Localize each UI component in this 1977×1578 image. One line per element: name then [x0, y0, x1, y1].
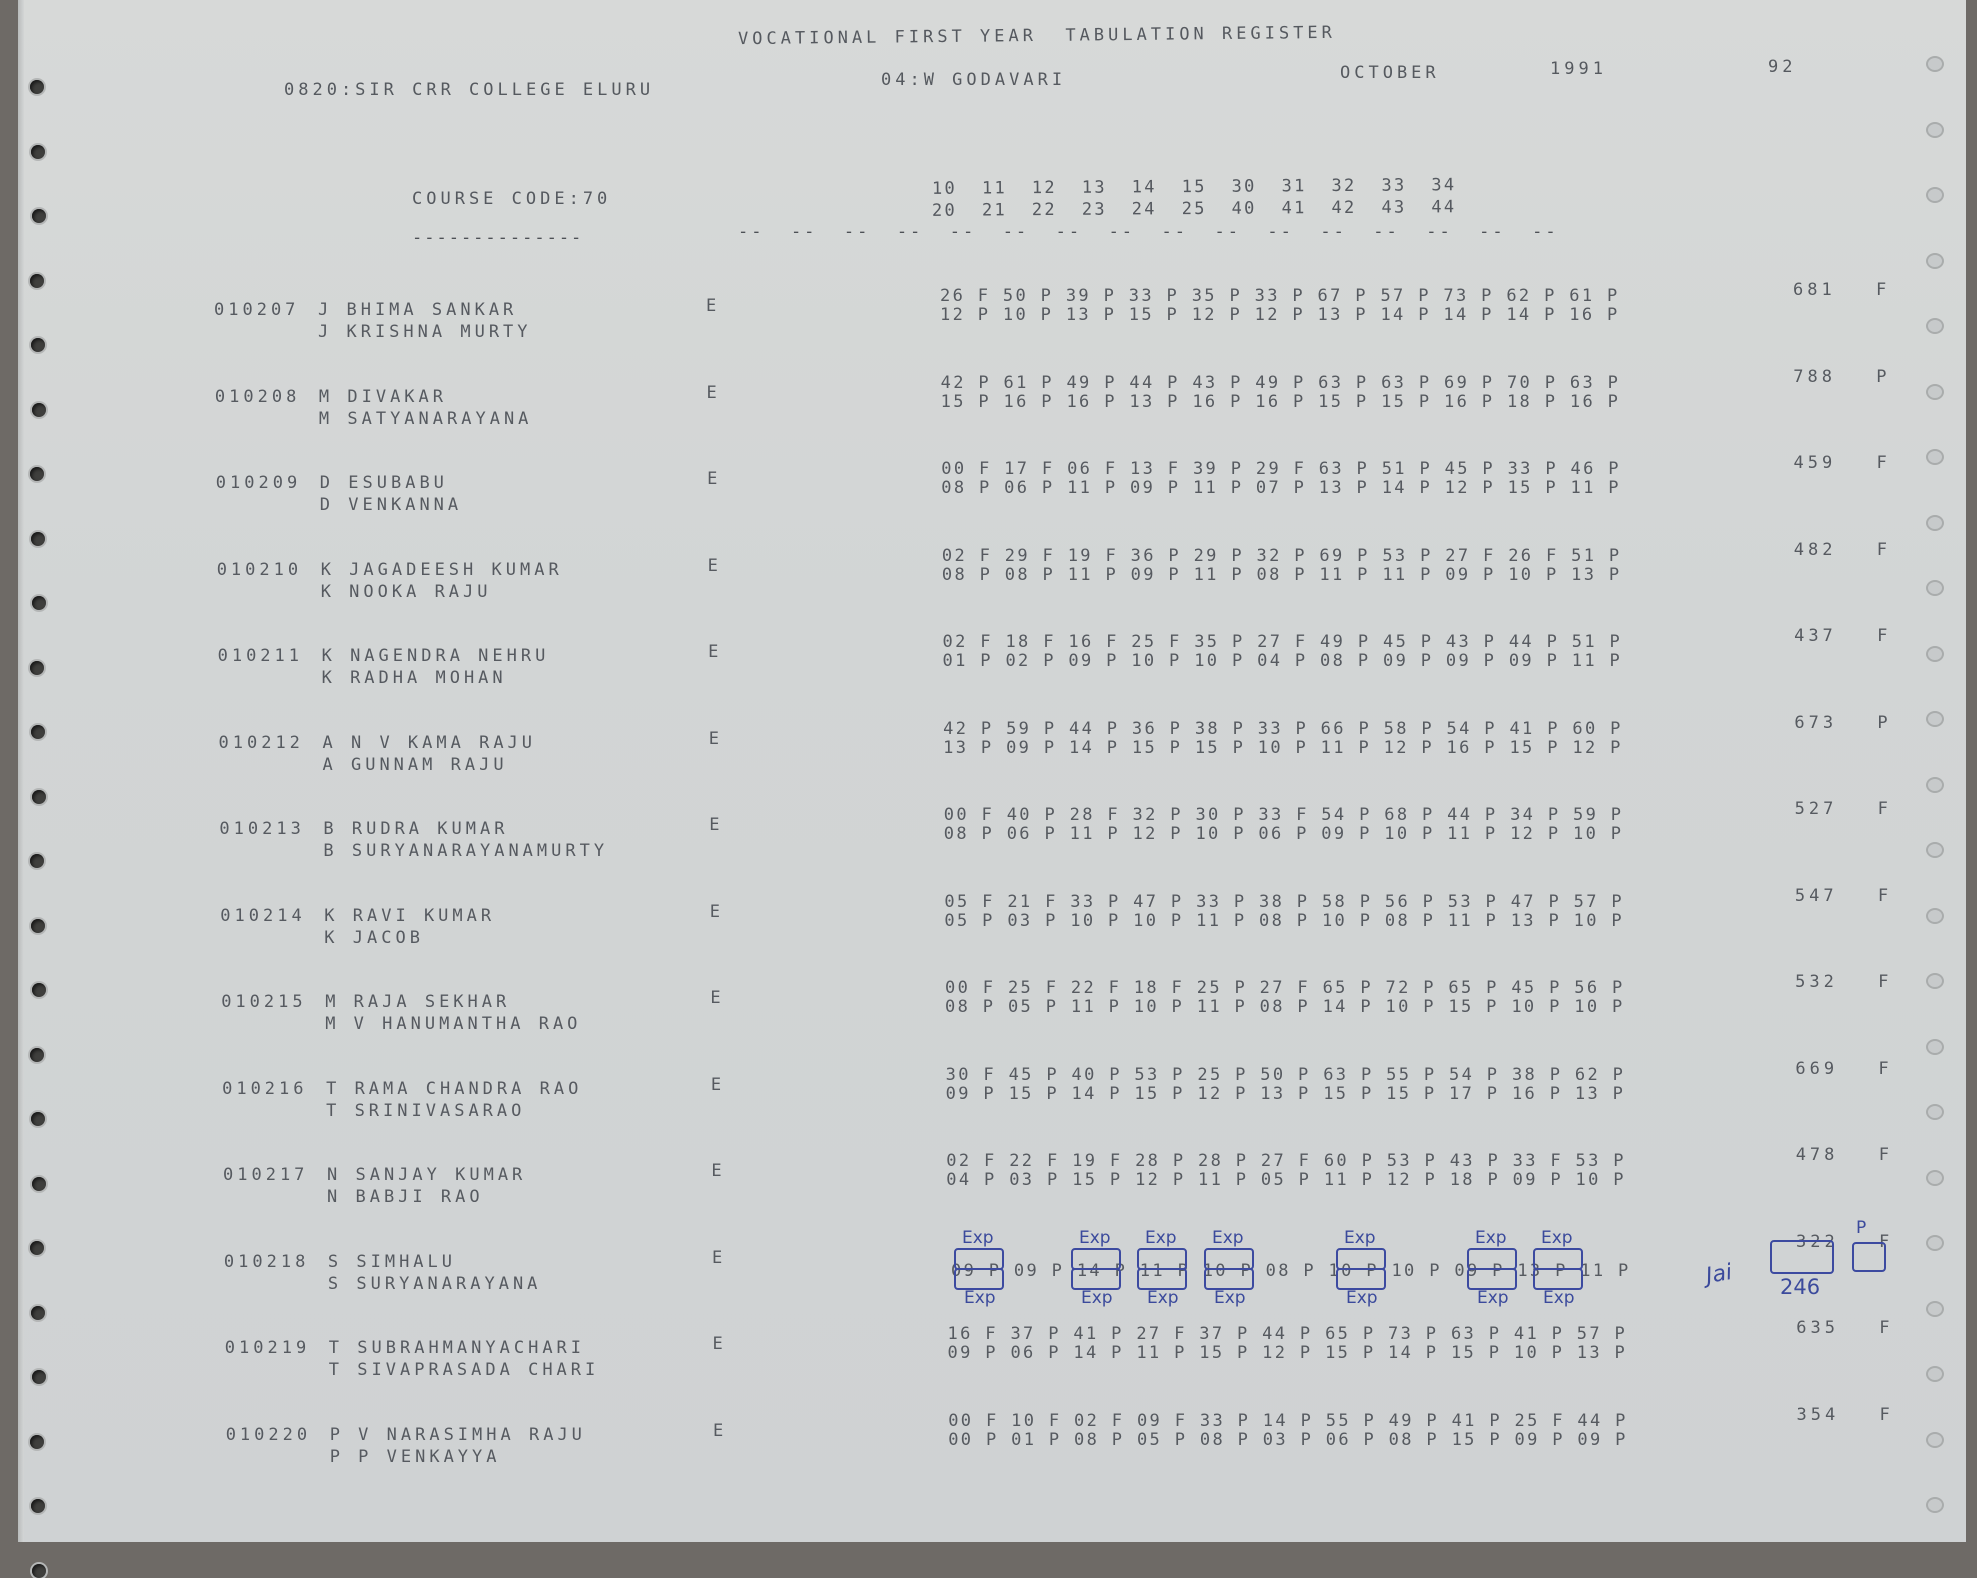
- feed-hole-right: [1926, 1366, 1944, 1382]
- hall-ticket-number: 010213: [219, 819, 305, 839]
- handwritten-exp-top: Exp: [1475, 1228, 1507, 1248]
- handwritten-exp-top: Exp: [1212, 1228, 1244, 1248]
- feed-hole-left: [31, 1499, 45, 1513]
- result: F: [1877, 885, 1893, 906]
- medium-code: E: [711, 1161, 726, 1181]
- medium-code: E: [712, 1334, 727, 1354]
- register-title: VOCATIONAL FIRST YEAR TABULATION REGISTER: [737, 22, 1336, 50]
- handwritten-box-total: [1770, 1240, 1834, 1274]
- handwritten-internal-box: [1071, 1268, 1121, 1290]
- handwritten-internal-box: [1336, 1268, 1386, 1290]
- hall-ticket-number: 010212: [218, 732, 304, 753]
- marks-line-2: 05 P 03 P 10 P 10 P 11 P 08 P 10 P 08 P 11 P 13 P 10 P: [944, 910, 1624, 931]
- total-marks: 459: [1793, 453, 1837, 473]
- hall-ticket-number: 010211: [217, 646, 304, 666]
- page-number: 92: [1768, 57, 1797, 77]
- father-name: D VENKANNA: [319, 495, 463, 515]
- feed-hole-left: [30, 467, 44, 481]
- feed-hole-right: [1926, 1497, 1944, 1513]
- handwritten-exp-bottom: Exp: [1346, 1288, 1378, 1308]
- father-name: K RADHA MOHAN: [321, 668, 507, 688]
- result: P: [1876, 366, 1891, 387]
- result: F: [1879, 1318, 1894, 1338]
- handwritten-absent-box: [1204, 1248, 1254, 1270]
- tabulation-register-sheet: [18, 0, 1966, 1542]
- marks-line-1: 26 F 50 P 39 P 33 P 35 P 33 P 67 P 57 P 73 P 62 P 61 P: [940, 286, 1620, 306]
- student-name: M RAJA SEKHAR: [325, 992, 511, 1012]
- feed-hole-left: [30, 661, 44, 675]
- feed-hole-right: [1926, 1170, 1944, 1186]
- father-name: M V HANUMANTHA RAO: [325, 1014, 582, 1034]
- marks-line-2: 09 P 09 P 14 P 11 P 10 P 08 P 10 P 10 P 09 P 13 P 11 P: [951, 1260, 1631, 1281]
- handwritten-exp-top: Exp: [962, 1228, 994, 1248]
- total-marks: 547: [1794, 885, 1838, 906]
- father-name: M SATYANARAYANA: [318, 408, 533, 429]
- feed-hole-right: [1926, 1235, 1944, 1251]
- handwritten-absent-box: [1467, 1248, 1517, 1270]
- feed-hole-right: [1926, 842, 1944, 858]
- student-name: T SUBRAHMANYACHARI: [328, 1338, 586, 1358]
- feed-hole-left: [32, 596, 46, 610]
- handwritten-exp-bottom: Exp: [1214, 1288, 1246, 1308]
- marks-line-1: 42 P 61 P 49 P 44 P 43 P 49 P 63 P 63 P 69 P 70 P 63 P: [940, 372, 1621, 393]
- father-name: T SIVAPRASADA CHARI: [328, 1360, 600, 1380]
- handwritten-exp-bottom: Exp: [1543, 1288, 1575, 1308]
- handwritten-internal-box: [954, 1268, 1004, 1290]
- feed-hole-left: [31, 338, 45, 352]
- handwritten-exp-top: Exp: [1344, 1228, 1376, 1248]
- handwritten-absent-box: [954, 1248, 1004, 1270]
- feed-hole-right: [1926, 646, 1944, 662]
- medium-code: E: [706, 382, 721, 403]
- feed-hole-right: [1926, 1104, 1944, 1120]
- handwritten-exp-top: Exp: [1541, 1228, 1573, 1248]
- student-name: S SIMHALU: [327, 1251, 457, 1272]
- result: F: [1878, 972, 1893, 992]
- feed-hole-right: [1926, 711, 1944, 727]
- column-header-dashes: -- -- -- -- -- -- -- -- -- -- -- -- -- -- -- --: [738, 222, 1559, 242]
- total-marks: 635: [1796, 1318, 1839, 1338]
- father-name: A GUNNAM RAJU: [322, 754, 508, 775]
- result: F: [1876, 453, 1891, 473]
- marks-line-2: 13 P 09 P 14 P 15 P 15 P 10 P 11 P 12 P 16 P 15 P 12 P: [943, 737, 1623, 758]
- marks-line-1: 00 F 40 P 28 F 32 P 30 P 33 F 54 P 68 P 44 P 34 P 59 P: [943, 805, 1624, 825]
- feed-hole-right: [1926, 187, 1944, 203]
- feed-hole-right: [1926, 122, 1944, 138]
- marks-line-1: 02 F 29 F 19 F 36 P 29 P 32 P 69 P 53 P 27 F 26 F 51 P: [941, 545, 1622, 566]
- feed-hole-right: [1926, 384, 1944, 400]
- feed-hole-left: [32, 790, 46, 804]
- feed-hole-left: [31, 145, 45, 159]
- course-code: COURSE CODE:70: [412, 189, 612, 209]
- district-label: 04:W GODAVARI: [881, 70, 1067, 90]
- handwritten-absent-box: [1533, 1248, 1583, 1270]
- medium-code: E: [708, 728, 723, 749]
- student-name: T RAMA CHANDRA RAO: [326, 1078, 583, 1099]
- medium-code: E: [710, 1074, 726, 1095]
- result: F: [1877, 799, 1892, 819]
- feed-hole-right: [1926, 318, 1944, 334]
- handwritten-box-result: [1852, 1242, 1886, 1272]
- total-marks: 788: [1793, 366, 1836, 387]
- father-name: N BABJI RAO: [327, 1187, 484, 1207]
- feed-hole-right: [1926, 580, 1944, 596]
- feed-hole-right: [1926, 1039, 1944, 1055]
- hall-ticket-number: 010215: [221, 992, 307, 1012]
- student-name: M DIVAKAR: [318, 386, 448, 407]
- father-name: K NOOKA RAJU: [320, 581, 492, 602]
- medium-code: E: [707, 469, 722, 489]
- feed-hole-left: [30, 1048, 44, 1062]
- marks-line-1: 42 P 59 P 44 P 36 P 38 P 33 P 66 P 58 P 54 P 41 P 60 P: [943, 718, 1623, 739]
- feed-hole-left: [32, 1177, 46, 1191]
- feed-hole-left: [30, 854, 44, 868]
- medium-code: E: [708, 642, 723, 662]
- feed-hole-right: [1926, 908, 1944, 924]
- feed-hole-left: [32, 209, 46, 223]
- feed-hole-left: [31, 725, 45, 739]
- student-name: D ESUBABU: [319, 473, 448, 493]
- marks-line-2: 08 P 08 P 11 P 09 P 11 P 08 P 11 P 11 P 09 P 10 P 13 P: [941, 564, 1622, 585]
- marks-line-1: 16 F 37 P 41 P 27 F 37 P 44 P 65 P 73 P 63 P 41 P 57 P: [947, 1324, 1628, 1344]
- student-name: K JAGADEESH KUMAR: [320, 559, 563, 580]
- handwritten-exp-bottom: Exp: [1081, 1288, 1113, 1308]
- feed-hole-right: [1926, 56, 1944, 72]
- college-label: 0820:SIR CRR COLLEGE ELURU: [284, 80, 655, 100]
- result: F: [1878, 1058, 1893, 1079]
- handwritten-absent-box: [1071, 1248, 1121, 1270]
- total-marks: 532: [1795, 972, 1838, 992]
- feed-hole-left: [32, 403, 46, 417]
- total-marks: 354: [1796, 1404, 1840, 1425]
- medium-code: E: [711, 1247, 727, 1268]
- result: F: [1878, 1231, 1894, 1252]
- column-header-bottom: 20 21 22 23 24 25 40 41 42 43 44: [931, 197, 1457, 221]
- student-name: N SANJAY KUMAR: [327, 1165, 527, 1185]
- hall-ticket-number: 010220: [225, 1424, 312, 1445]
- student-name: K RAVI KUMAR: [324, 905, 496, 926]
- feed-hole-left: [30, 274, 44, 288]
- student-name: K NAGENDRA NEHRU: [321, 646, 550, 666]
- handwritten-absent-box: [1336, 1248, 1386, 1270]
- hall-ticket-number: 010216: [222, 1078, 308, 1099]
- marks-line-1: 00 F 10 F 02 F 09 F 33 P 14 P 55 P 49 P 41 P 25 F 44 P: [948, 1410, 1628, 1431]
- medium-code: E: [713, 1420, 728, 1441]
- father-name: J KRISHNA MURTY: [318, 322, 532, 342]
- total-marks: 527: [1794, 799, 1838, 819]
- student-name: P V NARASIMHA RAJU: [329, 1424, 586, 1445]
- handwritten-revised-result: P: [1856, 1218, 1867, 1238]
- hall-ticket-number: 010207: [214, 300, 300, 320]
- hall-ticket-number: 010208: [214, 386, 301, 407]
- handwritten-internal-box: [1533, 1268, 1583, 1290]
- marks-line-1: 05 F 21 F 33 P 47 P 33 P 38 P 58 P 56 P 53 P 47 P 57 P: [944, 891, 1624, 912]
- total-marks: 322: [1795, 1231, 1839, 1252]
- handwritten-exp-bottom: Exp: [1147, 1288, 1179, 1308]
- medium-code: E: [709, 901, 725, 922]
- handwritten-exp-top: Exp: [1145, 1228, 1177, 1248]
- father-name: B SURYANARAYANAMURTY: [323, 841, 609, 861]
- marks-line-2: 09 P 15 P 14 P 15 P 12 P 13 P 15 P 15 P 17 P 16 P 13 P: [945, 1083, 1626, 1104]
- hall-ticket-number: 010219: [224, 1338, 311, 1358]
- feed-hole-right: [1926, 1301, 1944, 1317]
- feed-hole-left: [31, 1112, 45, 1126]
- column-header-top: 10 11 12 13 14 15 30 31 32 33 34: [931, 175, 1457, 199]
- feed-hole-right: [1926, 253, 1944, 269]
- total-marks: 478: [1795, 1145, 1839, 1165]
- father-name: P P VENKAYYA: [329, 1446, 501, 1467]
- student-name: J BHIMA SANKAR: [318, 300, 518, 320]
- handwritten-initials: Jai: [1704, 1259, 1735, 1290]
- handwritten-exp-bottom: Exp: [1477, 1288, 1509, 1308]
- result: F: [1877, 626, 1892, 646]
- medium-code: E: [709, 815, 724, 835]
- handwritten-internal-box: [1467, 1268, 1517, 1290]
- exam-year: 1991: [1550, 59, 1607, 79]
- student-name: B RUDRA KUMAR: [323, 819, 509, 839]
- total-marks: 437: [1794, 626, 1837, 646]
- hall-ticket-number: 010217: [223, 1165, 309, 1185]
- father-name: K JACOB: [324, 927, 424, 948]
- medium-code: E: [706, 296, 721, 316]
- handwritten-internal-box: [1137, 1268, 1187, 1290]
- father-name: S SURYANARAYANA: [327, 1273, 542, 1294]
- feed-hole-left: [32, 1564, 46, 1578]
- feed-hole-left: [31, 919, 45, 933]
- result: F: [1879, 1404, 1894, 1425]
- handwritten-absent-box: [1137, 1248, 1187, 1270]
- total-marks: 681: [1793, 280, 1836, 300]
- marks-line-1: 00 F 25 F 22 F 18 F 25 P 27 F 65 P 72 P 65 P 45 P 56 P: [945, 978, 1625, 998]
- feed-hole-left: [31, 532, 45, 546]
- marks-line-2: 09 P 06 P 14 P 11 P 15 P 12 P 15 P 14 P 15 P 10 P 13 P: [947, 1343, 1628, 1363]
- exam-month: OCTOBER: [1340, 63, 1440, 83]
- handwritten-exp-top: Exp: [1079, 1228, 1111, 1248]
- total-marks: 673: [1794, 712, 1838, 733]
- result: F: [1878, 1145, 1893, 1165]
- feed-hole-left: [32, 983, 46, 997]
- handwritten-internal-box: [1204, 1268, 1254, 1290]
- handwritten-exp-bottom: Exp: [964, 1288, 996, 1308]
- marks-line-2: 08 P 05 P 11 P 10 P 11 P 08 P 14 P 10 P 15 P 10 P 10 P: [945, 997, 1625, 1017]
- marks-line-1: 00 F 17 F 06 F 13 F 39 P 29 F 63 P 51 P 45 P 33 P 46 P: [941, 459, 1621, 479]
- feed-hole-left: [32, 1370, 46, 1384]
- result: F: [1876, 539, 1892, 560]
- hall-ticket-number: 010210: [216, 559, 303, 580]
- marks-line-1: 02 F 22 F 19 F 28 P 28 P 27 F 60 P 53 P 43 P 33 F 53 P: [946, 1151, 1626, 1171]
- marks-line-1: 30 F 45 P 40 P 53 P 25 P 50 P 63 P 55 P 54 P 38 P 62 P: [945, 1064, 1626, 1085]
- feed-hole-left: [30, 80, 44, 94]
- feed-hole-right: [1926, 449, 1944, 465]
- marks-line-2: 00 P 01 P 08 P 05 P 08 P 03 P 06 P 08 P 15 P 09 P 09 P: [948, 1429, 1628, 1450]
- feed-hole-left: [30, 1435, 44, 1449]
- marks-line-1: 02 F 18 F 16 F 25 F 35 P 27 F 49 P 45 P 43 P 44 P 51 P: [942, 632, 1623, 652]
- marks-line-2: 08 P 06 P 11 P 09 P 11 P 07 P 13 P 14 P 12 P 15 P 11 P: [941, 478, 1621, 498]
- hall-ticket-number: 010214: [220, 905, 306, 926]
- marks-line-2: 04 P 03 P 15 P 12 P 11 P 05 P 11 P 12 P 18 P 09 P 10 P: [946, 1170, 1626, 1190]
- medium-code: E: [710, 988, 725, 1008]
- feed-hole-left: [30, 1241, 44, 1255]
- medium-code: E: [707, 555, 722, 576]
- feed-hole-right: [1926, 777, 1944, 793]
- feed-hole-left: [31, 1306, 45, 1320]
- feed-hole-right: [1926, 973, 1944, 989]
- course-code-underline: --------------: [412, 228, 584, 248]
- hall-ticket-number: 010218: [223, 1251, 310, 1272]
- marks-line-2: 08 P 06 P 11 P 12 P 10 P 06 P 09 P 10 P 11 P 12 P 10 P: [943, 824, 1624, 844]
- hall-ticket-number: 010209: [215, 473, 302, 493]
- father-name: T SRINIVASARAO: [326, 1100, 526, 1121]
- result: P: [1877, 712, 1892, 733]
- marks-line-2: 12 P 10 P 13 P 15 P 12 P 12 P 13 P 14 P 14 P 14 P 16 P: [940, 305, 1620, 325]
- total-marks: 669: [1795, 1058, 1839, 1079]
- marks-line-2: 15 P 16 P 16 P 13 P 16 P 16 P 15 P 15 P 16 P 18 P 16 P: [940, 391, 1621, 412]
- result: F: [1876, 280, 1891, 300]
- feed-hole-right: [1926, 515, 1944, 531]
- handwritten-revised-total: 246: [1780, 1275, 1821, 1299]
- total-marks: 482: [1793, 539, 1837, 560]
- marks-line-2: 01 P 02 P 09 P 10 P 10 P 04 P 08 P 09 P 09 P 09 P 11 P: [942, 651, 1623, 671]
- feed-hole-right: [1926, 1432, 1944, 1448]
- student-name: A N V KAMA RAJU: [322, 732, 537, 753]
